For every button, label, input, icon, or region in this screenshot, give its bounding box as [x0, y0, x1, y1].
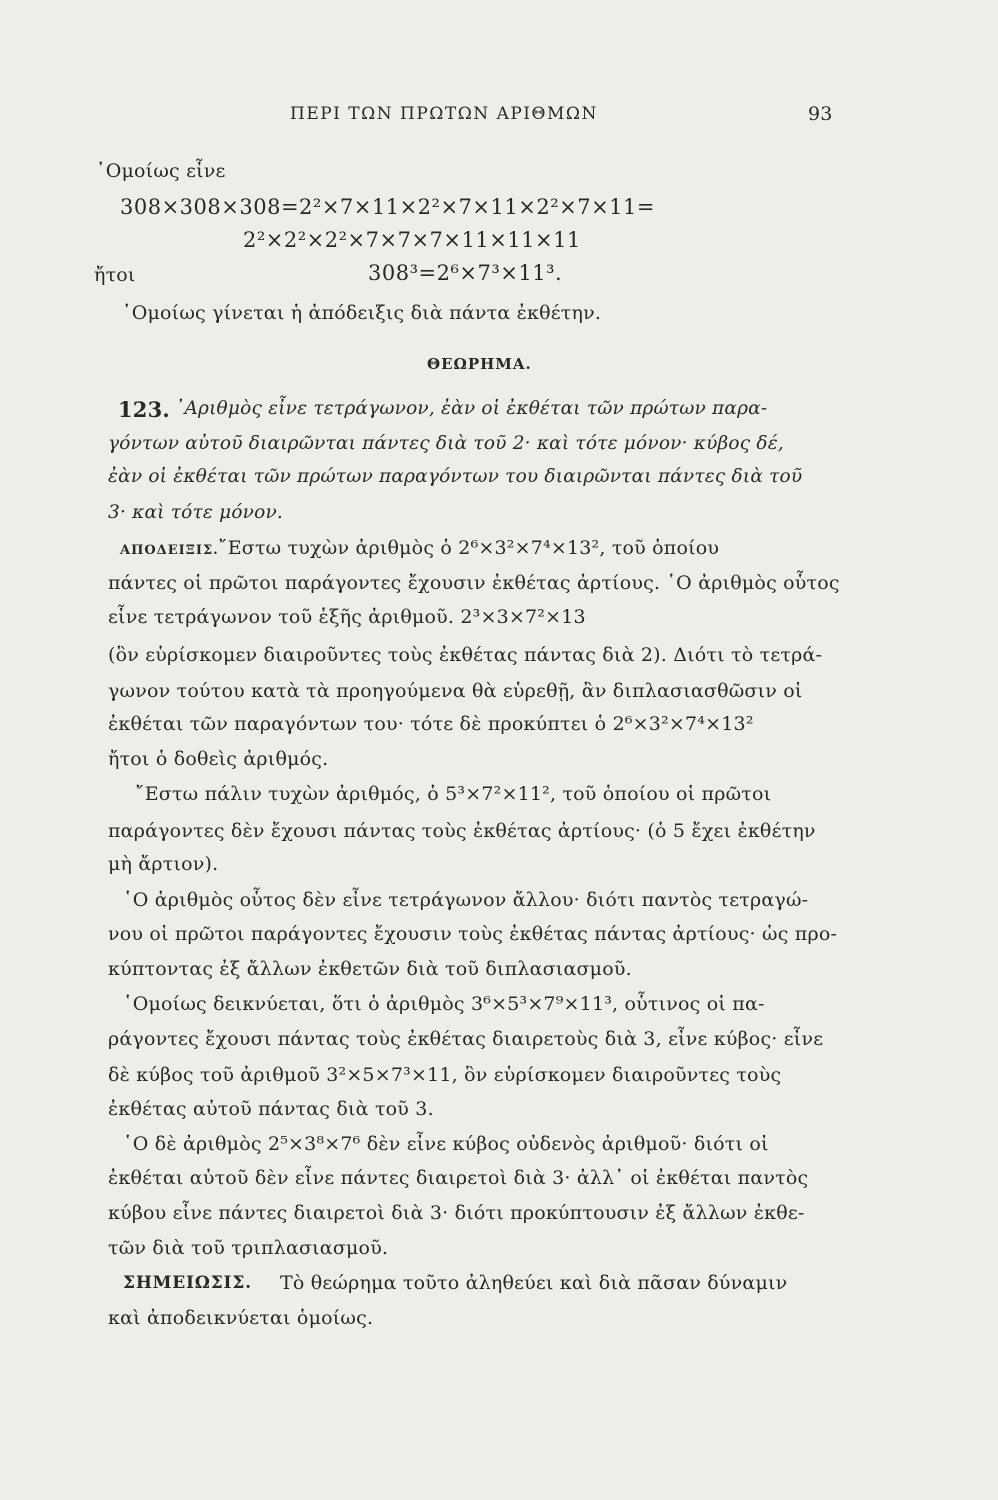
text-line: νου οἱ πρῶτοι παράγοντες ἔχουσιν τοὺς ἐκθέτας πάντας ἀρτίους· ὡς προ-: [108, 923, 838, 945]
theorem-line: ἐὰν οἱ ἐκθέται τῶν πρώτων παραγόντων του διαιρῶνται πάντες διὰ τοῦ: [108, 466, 803, 487]
text-line: παράγοντες δὲν ἔχουσι πάντας τοὺς ἐκθέτας ἀρτίους· (ὁ 5 ἔχει ἐκθέτην: [108, 820, 816, 842]
text-line: ἐκθέται αὐτοῦ δὲν εἶνε πάντες διαιρετοὶ διὰ 3· ἀλλ᾿ οἱ ἐκθέται παντὸς: [108, 1167, 809, 1189]
text-line: (ὃν εὑρίσκομεν διαιροῦντες τοὺς ἐκθέτας πάντας διὰ 2). Διότι τὸ τετρά-: [108, 644, 823, 666]
text-line: ἤτοι: [94, 264, 136, 286]
text-line: γωνον τούτου κατὰ τὰ προηγούμενα θὰ εὑρεθῇ, ἂν διπλασιασθῶσιν οἱ: [108, 680, 803, 702]
text-line: τῶν διὰ τοῦ τριπλασιασμοῦ.: [108, 1237, 389, 1259]
equation-line: 308³=2⁶×7³×11³.: [368, 261, 563, 285]
text-line: κύπτοντας ἐξ ἄλλων ἐκθετῶν διὰ τοῦ διπλασιασμοῦ.: [108, 958, 632, 980]
theorem-line: 3· καὶ τότε μόνον.: [108, 502, 283, 523]
theorem-number: 123.: [118, 397, 170, 422]
text-line: ῾Ο ἀριθμὸς οὗτος δὲν εἶνε τετράγωνον ἄλλου· διότι παντὸς τετραγώ-: [123, 889, 809, 911]
text-line: Τὸ θεώρημα τοῦτο ἀληθεύει καὶ διὰ πᾶσαν δύναμιν: [280, 1272, 788, 1294]
text-line: ῾Ομοίως γίνεται ἡ ἀπόδειξις διὰ πάντα ἐκθέτην.: [122, 302, 602, 324]
text-line: πάντες οἱ πρῶτοι παράγοντες ἔχουσιν ἐκθέτας ἀρτίους. ῾Ο ἀριθμὸς οὗτος: [108, 572, 840, 594]
text-line: μὴ ἄρτιον).: [108, 853, 219, 875]
text-line: ἤτοι ὁ δοθεὶς ἀριθμός.: [108, 748, 329, 770]
page-number: 93: [808, 103, 833, 125]
theorem-heading: ΘΕΩΡΗΜΑ.: [427, 355, 532, 373]
text-line: κύβου εἶνε πάντες διαιρετοὶ διὰ 3· διότι προκύπτουσιν ἐξ ἄλλων ἐκθε-: [108, 1202, 805, 1224]
text-line: καὶ ἀποδεικνύεται ὁμοίως.: [108, 1307, 374, 1329]
text-line: ῾Ομοίως εἶνε: [96, 160, 226, 182]
text-line: ἐκθέται τῶν παραγόντων του· τότε δὲ προκύπτει ὁ 2⁶×3²×7⁴×13²: [108, 713, 754, 735]
note-label: ΣΗΜΕΙΩΣΙΣ.: [123, 1273, 252, 1293]
text-line: ῎Εστω πάλιν τυχὼν ἀριθμός, ὁ 5³×7²×11², τοῦ ὁποίου οἱ πρῶτοι: [135, 783, 772, 805]
running-header: ΠΕΡΙ ΤΩΝ ΠΡΩΤΩΝ ΑΡΙΘΜΩΝ: [290, 104, 598, 124]
text-line: ῎Εστω τυχὼν ἀριθμὸς ὁ 2⁶×3²×7⁴×13², τοῦ ὁποίου: [218, 537, 720, 559]
text-line: δὲ κύβος τοῦ ἀριθμοῦ 3²×5×7³×11, ὃν εὑρίσκομεν διαιροῦντες τοὺς: [108, 1064, 782, 1086]
theorem-line: γόντων αὐτοῦ διαιρῶνται πάντες διὰ τοῦ 2· καὶ τότε μόνον· κύβος δέ,: [108, 433, 784, 454]
text-line: ῾Ομοίως δεικνύεται, ὅτι ὁ ἀριθμὸς 3⁶×5³×7⁹×11³, οὗτινος οἱ πα-: [123, 993, 765, 1015]
text-line: ἐκθέτας αὐτοῦ πάντας διὰ τοῦ 3.: [108, 1098, 434, 1120]
text-line: ῾Ο δὲ ἀριθμὸς 2⁵×3⁸×7⁶ δὲν εἶνε κύβος οὐδενὸς ἀριθμοῦ· διότι οἱ: [123, 1133, 769, 1155]
equation-line: 308×308×308=2²×7×11×2²×7×11×2²×7×11=: [120, 195, 655, 219]
text-line: ράγοντες ἔχουσι πάντας τοὺς ἐκθέτας διαιρετοὺς διὰ 3, εἶνε κύβος· εἶνε: [108, 1028, 824, 1050]
proof-label: ΑΠΟΔΕΙΞΙΣ.: [120, 543, 219, 558]
equation-line: 2²×2²×2²×7×7×7×11×11×11: [243, 228, 581, 252]
theorem-line: ᾿Αριθμὸς εἶνε τετράγωνον, ἐὰν οἱ ἐκθέται τῶν πρώτων παρα-: [175, 398, 768, 419]
text-line: εἶνε τετράγωνον τοῦ ἑξῆς ἀριθμοῦ. 2³×3×7²×13: [108, 606, 586, 628]
